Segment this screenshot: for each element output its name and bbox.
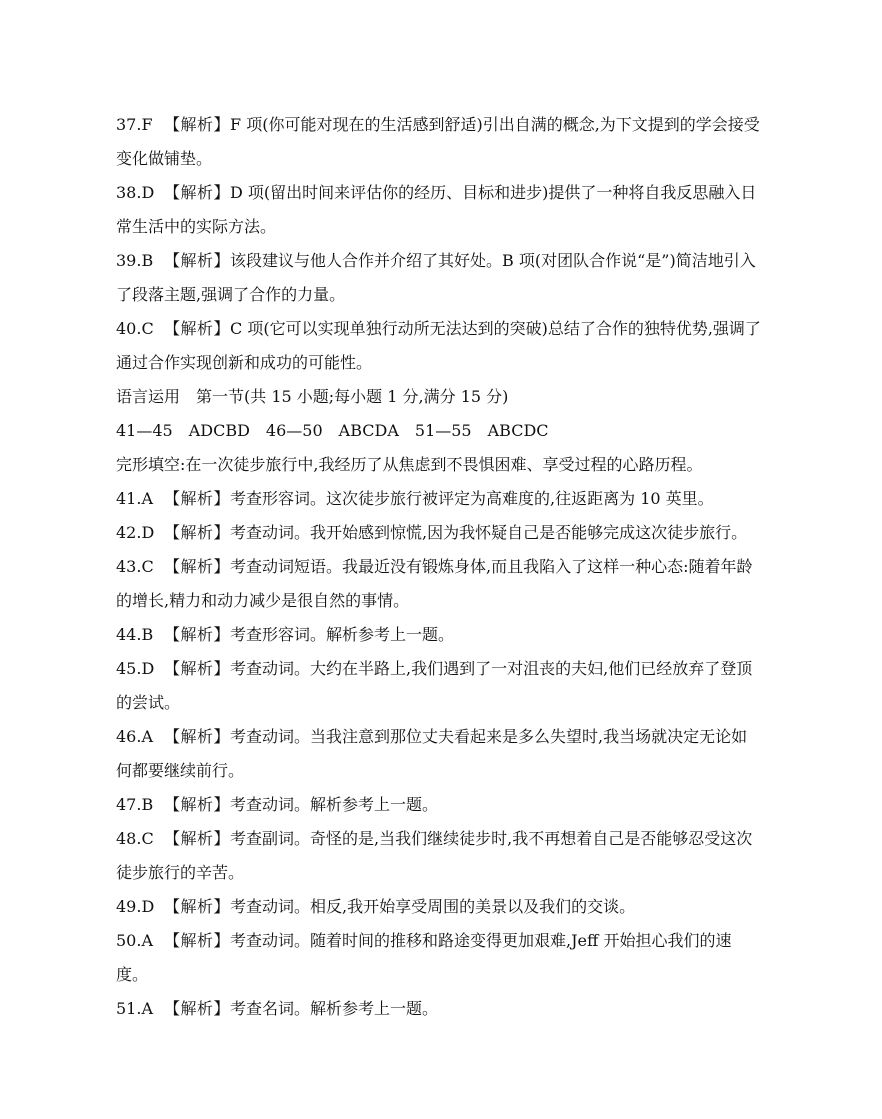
question-number: 48.C <box>116 829 154 848</box>
question-number: 39.B <box>116 251 154 270</box>
analysis-text: 考查副词。奇怪的是,当我们继续徒步时,我不再想着自己是否能够忍受这次徒步旅行的辛苦。 <box>116 829 753 882</box>
analysis-text: 考查名词。解析参考上一题。 <box>230 999 439 1018</box>
answer-37 <box>116 108 762 176</box>
answer-45 <box>116 652 762 720</box>
answer-51 <box>116 992 762 1026</box>
analysis-text: C 项(它可以实现单独行动所无法达到的突破)总结了合作的独特优势,强调了通过合作实现创新和成功的可能性。 <box>116 319 761 372</box>
answer-key-text: 41—45 ADCBD 46—50 ABCDA 51—55 ABCDC <box>116 421 549 440</box>
section-heading <box>116 380 762 414</box>
answer-key-line <box>116 414 762 448</box>
question-number: 41.A <box>116 489 153 508</box>
cloze-summary-text: 完形填空:在一次徒步旅行中,我经历了从焦虑到不畏惧困难、享受过程的心路历程。 <box>116 455 703 474</box>
question-number: 37.F <box>116 115 153 134</box>
answer-explanations <box>116 108 762 1026</box>
analysis-tag: 【解析】 <box>164 931 231 950</box>
answer-38 <box>116 176 762 244</box>
question-number: 40.C <box>116 319 154 338</box>
question-number: 47.B <box>116 795 154 814</box>
question-number: 45.D <box>116 659 155 678</box>
analysis-text: 考查动词。当我注意到那位丈夫看起来是多么失望时,我当场就决定无论如何都要继续前行。 <box>116 727 748 780</box>
section-heading-text: 语言运用 第一节(共 15 小题;每小题 1 分,满分 15 分) <box>116 387 509 406</box>
analysis-tag: 【解析】 <box>164 897 231 916</box>
question-number: 42.D <box>116 523 155 542</box>
analysis-tag: 【解析】 <box>164 319 231 338</box>
analysis-tag: 【解析】 <box>164 829 231 848</box>
answer-41 <box>116 482 762 516</box>
analysis-text: 考查动词。我开始感到惊慌,因为我怀疑自己是否能够完成这次徒步旅行。 <box>230 523 748 542</box>
analysis-tag: 【解析】 <box>164 523 231 542</box>
analysis-tag: 【解析】 <box>164 659 231 678</box>
answer-39 <box>116 244 762 312</box>
answer-49 <box>116 890 762 924</box>
analysis-tag: 【解析】 <box>164 115 231 134</box>
answer-46 <box>116 720 762 788</box>
analysis-tag: 【解析】 <box>164 251 231 270</box>
analysis-tag: 【解析】 <box>164 489 231 508</box>
cloze-summary <box>116 448 762 482</box>
answer-44 <box>116 618 762 652</box>
analysis-tag: 【解析】 <box>164 727 231 746</box>
question-number: 51.A <box>116 999 153 1018</box>
analysis-tag: 【解析】 <box>164 625 231 644</box>
answer-50 <box>116 924 762 992</box>
answer-43 <box>116 550 762 618</box>
analysis-tag: 【解析】 <box>164 183 231 202</box>
analysis-text: 考查动词。相反,我开始享受周围的美景以及我们的交谈。 <box>230 897 636 916</box>
analysis-text: 该段建议与他人合作并介绍了其好处。B 项(对团队合作说“是”)简洁地引入了段落主题,强调了合作的力量。 <box>116 251 756 304</box>
analysis-tag: 【解析】 <box>164 999 231 1018</box>
analysis-text: 考查动词。大约在半路上,我们遇到了一对沮丧的夫妇,他们已经放弃了登顶的尝试。 <box>116 659 753 712</box>
answer-40 <box>116 312 762 380</box>
analysis-text: 考查形容词。这次徒步旅行被评定为高难度的,往返距离为 10 英里。 <box>230 489 714 508</box>
analysis-text: D 项(留出时间来评估你的经历、目标和进步)提供了一种将自我反思融入日常生活中的实际方法。 <box>116 183 757 236</box>
analysis-text: 考查形容词。解析参考上一题。 <box>230 625 455 644</box>
question-number: 38.D <box>116 183 155 202</box>
analysis-text: 考查动词短语。我最近没有锻炼身体,而且我陷入了这样一种心态:随着年龄的增长,精力和动力减少是很自然的事情。 <box>116 557 753 610</box>
analysis-text: 考查动词。随着时间的推移和路途变得更加艰难,Jeff 开始担心我们的速度。 <box>116 931 732 984</box>
question-number: 43.C <box>116 557 154 576</box>
answer-48 <box>116 822 762 890</box>
question-number: 49.D <box>116 897 155 916</box>
analysis-tag: 【解析】 <box>164 557 231 576</box>
question-number: 46.A <box>116 727 153 746</box>
analysis-text: F 项(你可能对现在的生活感到舒适)引出自满的概念,为下文提到的学会接受变化做铺垫。 <box>116 115 760 168</box>
answer-42 <box>116 516 762 550</box>
analysis-tag: 【解析】 <box>164 795 231 814</box>
question-number: 50.A <box>116 931 153 950</box>
analysis-text: 考查动词。解析参考上一题。 <box>230 795 439 814</box>
answer-47 <box>116 788 762 822</box>
question-number: 44.B <box>116 625 154 644</box>
